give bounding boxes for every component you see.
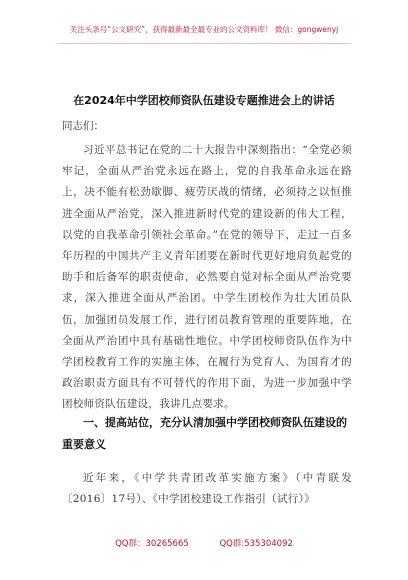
footer [0, 537, 408, 549]
footer-qq-group-2: QQ群:535304092 [219, 539, 293, 549]
body-paragraph-2: 近年来，《中学共青团改革实施方案》（中青联发〔2016〕17号）、《中学团校建设工作指引（试行）》 [62, 472, 352, 506]
header-divider [57, 43, 351, 44]
body-paragraph-1: 习近平总书记在党的二十大报告中深刻指出：“全党必须牢记，全面从严治党永远在路上，党的自我革命永远在路上，决不能有松劲歇脚、疲劳厌战的情绪，必须持之以恒推进全面从严治党，深入推进新时代党的建设新的伟大工程，以党的自我革命引领社会革命。”在党的领导下，走过一百多年历程的中国共产主义青年团要在新时代更好地肩负起党的助手和后备军的职责使命，必然要自觉对标全面从严治党要求，深入推进全面从严治团。中学生团校作为壮大团员队伍，加强团员发展工作，进行团员教育管理的重要阵地，在全面从严治团中具有基础性地位。中学团校师资队伍作为中学团校教育工作的实施主体，在履行为党育人、为国育才的政治职责方面具有不可替代的作用下面，为进一步加强中学团校师资队伍建设，我讲几点要求。 [62, 144, 352, 411]
footer-qq-group-1: QQ群：30265665 [115, 539, 189, 549]
salutation: 同志们： [62, 120, 104, 132]
document-title: 在2024年中学团校师资队伍建设专题推进会上的讲话 [73, 94, 335, 107]
section-heading-1: 一、提高站位，充分认清加强中学团校师资队伍建设的重要意义 [62, 416, 347, 451]
top-banner: 关注头条号“公文研究”，获得最新最全最专业的公文资料库！ 微信：gongwenyj [69, 25, 339, 34]
